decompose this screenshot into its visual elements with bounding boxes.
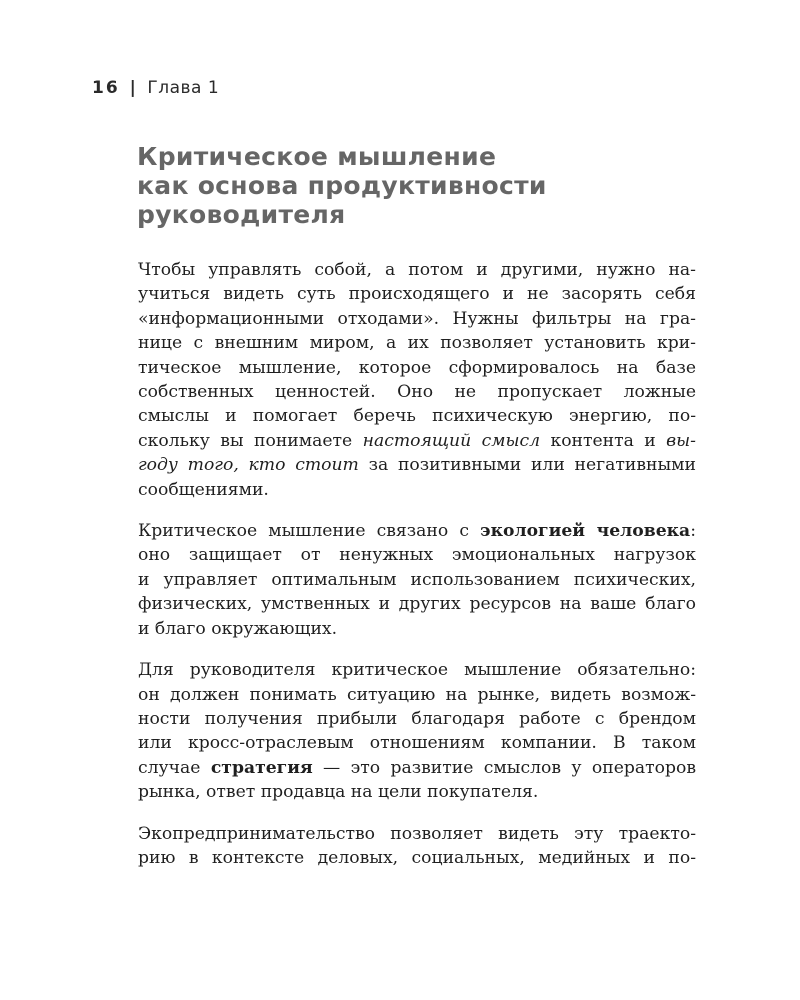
italic-emphasis: настоящий смысл <box>362 430 541 451</box>
text-line <box>138 731 696 755</box>
text-line <box>138 519 696 543</box>
text-line <box>138 453 696 477</box>
text-run: смыслы и помогает беречь психическую энергию, по- <box>138 406 696 427</box>
text-run: и управляет оптимальным использованием психических, <box>138 569 696 590</box>
text-run: оно защищает от ненужных эмоциональных нагрузок <box>138 545 696 566</box>
text-line <box>138 478 696 502</box>
text-run: он должен понимать ситуацию на рынке, видеть возмож- <box>138 684 696 705</box>
text-line <box>138 307 696 331</box>
paragraph-2 <box>138 519 696 641</box>
text-run: ности получения прибыли благодаря работе с брендом <box>138 708 696 729</box>
text-line <box>138 822 696 846</box>
text-run: : <box>690 521 696 542</box>
text-run: или кросс-отраслевым отношениям компании. В таком <box>138 733 696 754</box>
text-run: «информационными отходами». Нужны фильтры на гра- <box>138 308 696 329</box>
text-line <box>138 780 696 804</box>
text-run: контента и <box>540 430 667 451</box>
text-line <box>138 617 696 641</box>
text-line <box>138 258 696 282</box>
text-line <box>138 707 696 731</box>
text-line <box>138 404 696 428</box>
text-run: собственных ценностей. Оно не пропускает ложные <box>138 382 696 403</box>
text-line <box>138 356 696 380</box>
italic-emphasis: вы- <box>666 430 696 451</box>
text-line <box>138 568 696 592</box>
text-run: Для руководителя критическое мышление обязательно: <box>138 660 696 681</box>
text-line <box>138 282 696 306</box>
text-run: учиться видеть суть происходящего и не засорять себя <box>138 284 696 305</box>
text-run: и благо окружающих. <box>138 618 338 639</box>
italic-emphasis: году того, кто стоит <box>138 455 359 476</box>
page-number: 16 <box>92 78 120 98</box>
bold-emphasis: экологией человека <box>480 521 691 542</box>
text-run: скольку вы понимаете <box>138 430 363 451</box>
running-head <box>92 78 219 98</box>
text-line <box>138 429 696 453</box>
text-run: рию в контексте деловых, социальных, медийных и по- <box>138 847 696 868</box>
text-run: Чтобы управлять собой, а потом и другими, нужно на- <box>138 260 696 280</box>
text-run: за позитивными или негативными <box>358 455 696 476</box>
chapter-label: Глава 1 <box>147 78 220 98</box>
text-run: Экопредпринимательство позволяет видеть эту траекто- <box>138 823 696 844</box>
paragraph-1 <box>138 258 696 502</box>
text-run: случае <box>138 757 211 778</box>
body-text <box>138 258 696 887</box>
text-line <box>138 846 696 870</box>
section-title-line: руководителя <box>137 200 346 229</box>
section-title <box>137 142 737 229</box>
text-line <box>138 331 696 355</box>
section-title-line: Критическое мышление <box>137 142 497 171</box>
text-line <box>138 756 696 780</box>
text-line <box>138 592 696 616</box>
section-title-line: как основа продуктивности <box>137 171 547 200</box>
text-run: Критическое мышление связано с <box>138 521 481 542</box>
text-run: тическое мышление, которое сформировалось на базе <box>138 357 696 378</box>
header-separator: | <box>129 78 137 98</box>
paragraph-4 <box>138 822 696 871</box>
text-run: физических, умственных и других ресурсов на ваше благо <box>138 594 696 615</box>
text-line <box>138 380 696 404</box>
text-run: — это развитие смыслов у операторов <box>312 757 696 778</box>
text-line <box>138 543 696 567</box>
paragraph-3 <box>138 658 696 804</box>
text-run: рынка, ответ продавца на цели покупателя. <box>138 782 539 803</box>
text-line <box>138 683 696 707</box>
text-run: сообщениями. <box>138 479 269 500</box>
text-run: нице с внешним миром, а их позволяет установить кри- <box>138 333 696 354</box>
text-line <box>138 658 696 682</box>
bold-emphasis: стратегия <box>210 757 313 778</box>
